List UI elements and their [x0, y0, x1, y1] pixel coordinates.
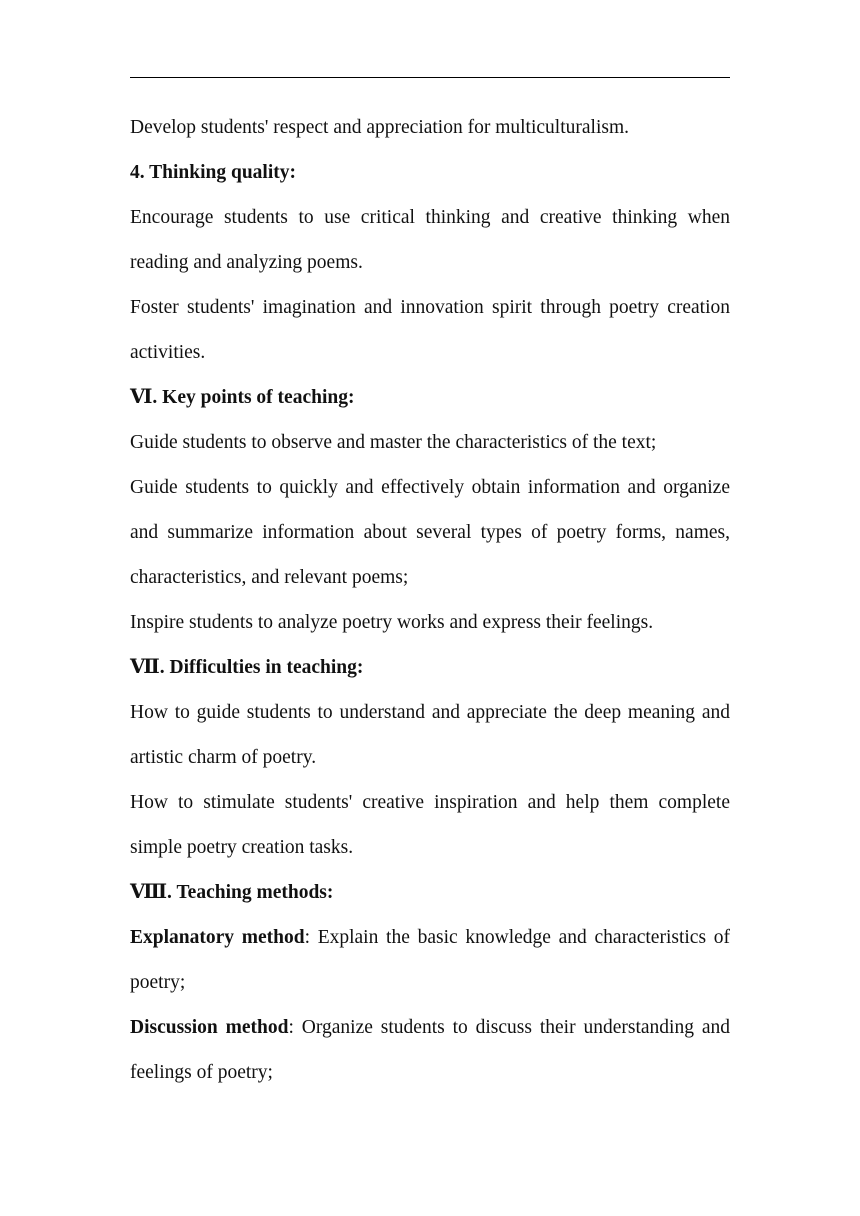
- heading-difficulties: Ⅶ. Difficulties in teaching:: [130, 657, 364, 678]
- difficulty-2: How to stimulate students' creative inspiration and help them complete simple poetry creation tasks.: [130, 792, 730, 858]
- thinking-paragraph-2: Foster students' imagination and innovation spirit through poetry creation activities.: [130, 297, 730, 363]
- heading-thinking-quality: 4. Thinking quality:: [130, 162, 297, 183]
- method-term: Discussion method: [130, 1017, 289, 1038]
- method-discussion: [130, 1005, 730, 1095]
- intro-line: Develop students' respect and appreciation for multiculturalism.: [130, 117, 629, 138]
- method-explanatory: [130, 915, 730, 1005]
- header-rule: [130, 77, 730, 78]
- thinking-paragraph-1: Encourage students to use critical thinking and creative thinking when reading and analyzing poems.: [130, 207, 730, 273]
- key-point-2: Guide students to quickly and effectively obtain information and organize and summarize information about several types of poetry forms, names, characteristics, and relevant poems;: [130, 477, 730, 588]
- method-term: Explanatory method: [130, 927, 305, 948]
- method-description: : Explain the basic knowledge and characteristics of poetry;: [130, 927, 730, 993]
- heading-key-points: Ⅵ. Key points of teaching:: [130, 387, 355, 408]
- page-body: [130, 105, 730, 1095]
- heading-teaching-methods: Ⅷ. Teaching methods:: [130, 882, 334, 903]
- key-point-1: Guide students to observe and master the characteristics of the text;: [130, 432, 657, 453]
- difficulty-1: How to guide students to understand and appreciate the deep meaning and artistic charm of poetry.: [130, 702, 730, 768]
- method-description: : Organize students to discuss their understanding and feelings of poetry;: [130, 1017, 730, 1083]
- key-point-3: Inspire students to analyze poetry works and express their feelings.: [130, 612, 654, 633]
